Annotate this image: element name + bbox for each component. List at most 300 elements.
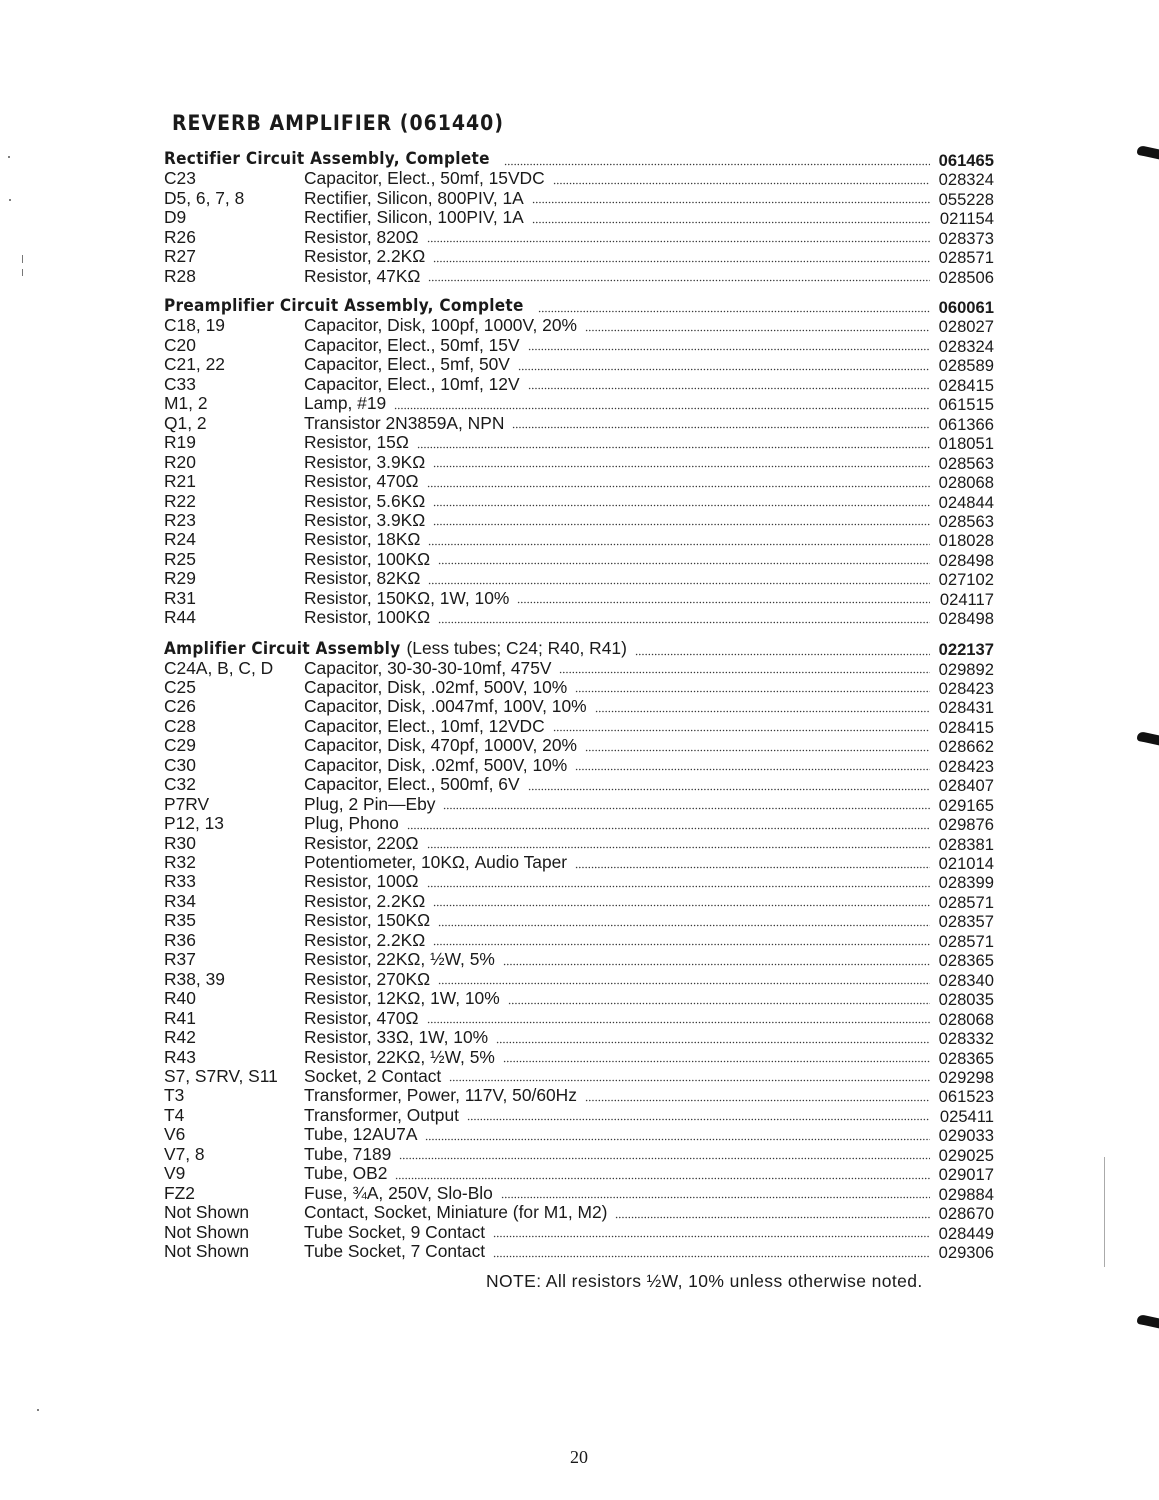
- part-description: Fuse, ¾A, 250V, Slo-Blo: [304, 1182, 493, 1203]
- part-description-cell: [304, 394, 930, 414]
- reference-designator: R37: [164, 949, 196, 970]
- dot-leader: [433, 260, 930, 263]
- part-description-cell: [304, 550, 930, 570]
- reference-designator: R20: [164, 451, 196, 472]
- dot-leader: [438, 621, 930, 624]
- dot-leader: [427, 885, 931, 888]
- part-description-cell: [304, 853, 930, 873]
- part-row: [164, 1067, 994, 1087]
- part-row: [164, 931, 994, 951]
- part-number: 028498: [938, 609, 994, 629]
- part-row: [164, 492, 994, 512]
- reference-designator: R36: [164, 929, 196, 950]
- part-description-cell: [304, 931, 930, 951]
- dot-leader: [585, 1099, 930, 1102]
- dot-leader: [427, 846, 931, 849]
- part-number: 061366: [938, 414, 994, 434]
- part-number: 028431: [938, 698, 994, 718]
- part-description: Resistor, 150KΩ, 1W, 10%: [304, 587, 510, 608]
- part-number: 028399: [938, 873, 994, 893]
- dot-leader: [433, 904, 930, 907]
- part-row: [164, 433, 994, 453]
- scan-edge-line: [1104, 1157, 1105, 1267]
- part-description-cell: [304, 1067, 930, 1087]
- dot-leader: [428, 279, 930, 282]
- assembly-header-row: [164, 639, 994, 659]
- part-number: 028670: [938, 1204, 994, 1224]
- part-description: Plug, Phono: [304, 813, 399, 834]
- part-description-cell: [304, 1223, 930, 1243]
- part-description: Resistor, 18KΩ: [304, 529, 421, 550]
- dot-leader: [575, 866, 930, 869]
- reference-designator: R38, 39: [164, 968, 225, 989]
- dot-leader: [399, 1157, 930, 1160]
- part-description: Tube Socket, 7 Contact: [304, 1241, 486, 1261]
- dot-leader: [559, 671, 930, 674]
- dot-leader: [503, 1060, 930, 1063]
- part-description-cell: [304, 208, 930, 228]
- dot-leader: [503, 963, 930, 966]
- part-description-cell: [304, 453, 930, 473]
- reference-designator: C23: [164, 168, 196, 189]
- reference-designator: T4: [164, 1104, 185, 1125]
- part-number: 028662: [938, 737, 994, 757]
- part-row: [164, 950, 994, 970]
- part-row: [164, 1086, 994, 1106]
- reference-designator: C29: [164, 735, 196, 756]
- reference-designator: R30: [164, 832, 196, 853]
- dot-leader: [433, 943, 930, 946]
- part-number: 029876: [938, 815, 994, 835]
- part-description: Resistor, 5.6KΩ: [304, 490, 426, 511]
- part-description: Capacitor, Disk, 470pf, 1000V, 20%: [304, 735, 577, 756]
- part-number: 028035: [938, 990, 994, 1010]
- assembly-note: (Less tubes; C24; R40, R41): [406, 638, 627, 658]
- part-description: Tube Socket, 9 Contact: [304, 1221, 486, 1242]
- dot-leader: [433, 523, 930, 526]
- scan-speck: [37, 1409, 39, 1411]
- assembly-header: [164, 639, 930, 660]
- reference-designator: R33: [164, 871, 196, 892]
- part-number: 028381: [938, 834, 994, 854]
- reference-designator: R35: [164, 910, 196, 931]
- dot-leader: [528, 788, 930, 791]
- part-description: Tube, 12AU7A: [304, 1124, 418, 1145]
- part-description: Transformer, Power, 117V, 50/60Hz: [304, 1085, 577, 1106]
- part-row: [164, 1125, 994, 1145]
- reference-designator: R40: [164, 988, 196, 1009]
- part-description-cell: [304, 1242, 930, 1262]
- reference-designator: R23: [164, 509, 196, 530]
- reference-designator: C26: [164, 696, 196, 717]
- part-row: [164, 853, 994, 873]
- reference-designator: R25: [164, 548, 196, 569]
- part-description-cell: [304, 316, 930, 336]
- reference-designator: R44: [164, 607, 196, 628]
- dot-leader: [438, 562, 930, 565]
- part-description: Resistor, 2.2KΩ: [304, 246, 426, 267]
- part-number: 029298: [938, 1067, 994, 1087]
- scan-speck: [8, 156, 10, 158]
- dot-leader: [433, 504, 930, 507]
- assembly-name: Amplifier Circuit Assembly: [164, 639, 401, 659]
- dot-leader: [532, 221, 930, 224]
- part-number: 028324: [938, 336, 994, 356]
- reference-designator: R41: [164, 1007, 196, 1028]
- part-description-cell: [304, 414, 930, 434]
- assembly-header-row: [164, 150, 994, 170]
- dot-leader: [438, 982, 930, 985]
- part-number: 018028: [938, 531, 994, 551]
- reference-designator: M1, 2: [164, 393, 208, 414]
- part-description: Lamp, #19: [304, 393, 387, 414]
- reference-designator: Q1, 2: [164, 412, 207, 433]
- reference-designator: R42: [164, 1027, 196, 1047]
- part-number: 028415: [938, 375, 994, 395]
- reference-designator: R31: [164, 587, 196, 608]
- part-row: [164, 472, 994, 492]
- part-description-cell: [304, 1203, 930, 1223]
- part-description: Resistor, 820Ω: [304, 226, 419, 247]
- part-row: [164, 589, 994, 609]
- reference-designator: C32: [164, 774, 196, 795]
- part-description: Resistor, 22KΩ, ½W, 5%: [304, 1046, 495, 1067]
- part-description-cell: [304, 1086, 930, 1106]
- page-title: REVERB AMPLIFIER (061440): [172, 111, 504, 135]
- part-description: Capacitor, Elect., 10mf, 12VDC: [304, 715, 545, 736]
- scan-speck: [9, 199, 11, 201]
- dot-leader: [407, 827, 930, 830]
- part-number: 021014: [938, 854, 994, 873]
- part-number: 024117: [939, 589, 994, 609]
- part-row: [164, 530, 994, 550]
- part-number: 028571: [938, 892, 994, 912]
- part-number: 028068: [938, 473, 994, 492]
- part-description: Rectifier, Silicon, 100PIV, 1A: [304, 207, 524, 228]
- dot-leader: [528, 387, 930, 390]
- part-number: 028415: [938, 717, 994, 737]
- part-description-cell: [304, 717, 930, 737]
- reference-designator: V6: [164, 1124, 186, 1145]
- reference-designator: FZ2: [164, 1182, 195, 1203]
- part-description: Tube, 7189: [304, 1143, 392, 1164]
- part-description-cell: [304, 1184, 930, 1204]
- part-row: [164, 550, 994, 570]
- dot-leader: [538, 310, 930, 313]
- dot-leader: [496, 1041, 930, 1044]
- part-description-cell: [304, 892, 930, 912]
- part-number: 024844: [938, 492, 994, 512]
- part-row: [164, 569, 994, 589]
- part-row: [164, 1223, 994, 1243]
- reference-designator: C30: [164, 754, 196, 775]
- part-description-cell: [304, 1106, 930, 1126]
- part-number: 029165: [938, 795, 994, 815]
- part-number: 028027: [938, 317, 994, 337]
- assembly-part-number: 061465: [938, 151, 994, 170]
- part-description: Socket, 2 Contact: [304, 1065, 442, 1086]
- part-number: 028365: [938, 951, 994, 971]
- part-number: 028563: [938, 453, 994, 473]
- dot-leader: [425, 1138, 930, 1141]
- part-description: Capacitor, Elect., 50mf, 15VDC: [304, 168, 545, 189]
- part-description-cell: [304, 1164, 930, 1184]
- part-description: Rectifier, Silicon, 800PIV, 1A: [304, 187, 524, 208]
- part-description-cell: [304, 355, 930, 375]
- part-description-cell: [304, 756, 930, 776]
- part-description: Capacitor, Elect., 50mf, 15V: [304, 334, 520, 355]
- dot-leader: [433, 465, 930, 468]
- part-row: [164, 989, 994, 1009]
- dot-leader: [553, 182, 930, 185]
- part-row: [164, 267, 994, 287]
- dot-leader: [428, 543, 930, 546]
- part-description: Capacitor, Disk, 100pf, 1000V, 20%: [304, 315, 577, 336]
- assembly-part-number: 060061: [938, 298, 994, 317]
- part-row: [164, 1106, 994, 1126]
- part-row: [164, 208, 994, 228]
- reference-designator: P12, 13: [164, 813, 224, 834]
- dot-leader: [493, 1235, 930, 1238]
- part-row: [164, 970, 994, 990]
- part-description: Transformer, Output: [304, 1104, 459, 1125]
- part-description: Resistor, 47KΩ: [304, 265, 421, 286]
- reference-designator: Not Shown: [164, 1202, 250, 1223]
- part-number: 028324: [938, 170, 994, 190]
- part-description: Transistor 2N3859A, NPN: [304, 412, 505, 433]
- part-number: 029025: [938, 1145, 994, 1165]
- part-row: [164, 228, 994, 248]
- dot-leader: [427, 1021, 931, 1024]
- part-description-cell: [304, 569, 930, 589]
- part-description-cell: [304, 589, 930, 609]
- part-number: 025411: [939, 1106, 994, 1126]
- dot-leader: [595, 710, 930, 713]
- part-number: 028068: [938, 1009, 994, 1029]
- part-description-cell: [304, 608, 930, 628]
- part-description-cell: [304, 970, 930, 990]
- part-description-cell: [304, 433, 930, 453]
- part-row: [164, 1009, 994, 1029]
- dot-leader: [427, 240, 931, 243]
- part-number: 028407: [938, 776, 994, 796]
- part-number: 061515: [938, 395, 994, 415]
- part-description-cell: [304, 697, 930, 717]
- part-description: Resistor, 150KΩ: [304, 910, 431, 931]
- reference-designator: C18, 19: [164, 315, 225, 336]
- part-number: 028506: [938, 267, 994, 287]
- reference-designator: R29: [164, 568, 196, 589]
- part-number: 028498: [938, 550, 994, 570]
- reference-designator: C33: [164, 373, 196, 394]
- part-row: [164, 1242, 994, 1262]
- part-description-cell: [304, 189, 930, 209]
- part-number: 029884: [938, 1184, 994, 1204]
- resistor-note: NOTE: All resistors ½W, 10% unless otherwise noted.: [486, 1271, 923, 1291]
- part-description-cell: [304, 678, 930, 698]
- reference-designator: R22: [164, 490, 196, 511]
- dot-leader: [394, 407, 930, 410]
- assembly-header: [164, 150, 930, 170]
- dot-leader: [501, 1196, 930, 1199]
- part-row: [164, 834, 994, 854]
- part-number: 028449: [938, 1223, 994, 1243]
- reference-designator: R21: [164, 471, 196, 491]
- part-description: Resistor, 3.9KΩ: [304, 509, 426, 530]
- reference-designator: R19: [164, 432, 196, 453]
- dot-leader: [615, 1216, 930, 1219]
- dot-leader: [428, 582, 930, 585]
- dot-leader: [427, 485, 931, 488]
- dot-leader: [438, 924, 930, 927]
- part-description-cell: [304, 1048, 930, 1068]
- part-number: 055228: [938, 189, 994, 209]
- part-row: [164, 355, 994, 375]
- binder-tab-mark: [1137, 145, 1159, 160]
- part-number: 028589: [938, 356, 994, 376]
- reference-designator: Not Shown: [164, 1241, 250, 1261]
- reference-designator: Not Shown: [164, 1221, 250, 1242]
- part-row: [164, 795, 994, 815]
- reference-designator: S7, S7RV, S11: [164, 1065, 278, 1086]
- dot-leader: [532, 201, 930, 204]
- part-row: [164, 659, 994, 679]
- part-description-cell: [304, 659, 930, 679]
- reference-designator: C21, 22: [164, 354, 225, 375]
- part-row: [164, 1145, 994, 1165]
- part-row: [164, 414, 994, 434]
- part-row: [164, 911, 994, 931]
- part-description-cell: [304, 530, 930, 550]
- part-row: [164, 775, 994, 795]
- part-description-cell: [304, 795, 930, 815]
- part-description: Capacitor, Disk, .0047mf, 100V, 10%: [304, 696, 587, 717]
- part-number: 028423: [938, 756, 994, 776]
- part-description: Resistor, 15Ω: [304, 432, 409, 453]
- part-description-cell: [304, 814, 930, 834]
- reference-designator: R32: [164, 852, 196, 872]
- dot-leader: [575, 768, 930, 771]
- part-description-cell: [304, 872, 930, 892]
- reference-designator: R26: [164, 226, 196, 247]
- dot-leader: [493, 1255, 930, 1258]
- part-row: [164, 1028, 994, 1048]
- part-row: [164, 336, 994, 356]
- part-row: [164, 1164, 994, 1184]
- part-number: 028332: [938, 1029, 994, 1048]
- part-number: 027102: [938, 570, 994, 590]
- reference-designator: C24A, B, C, D: [164, 657, 274, 678]
- part-row: [164, 736, 994, 756]
- part-row: [164, 678, 994, 698]
- part-number: 028340: [938, 970, 994, 990]
- part-description: Resistor, 3.9KΩ: [304, 451, 426, 472]
- dot-leader: [504, 163, 930, 166]
- part-number: 028563: [938, 511, 994, 531]
- part-row: [164, 169, 994, 189]
- dot-leader: [635, 653, 930, 656]
- part-description: Resistor, 2.2KΩ: [304, 890, 426, 911]
- reference-designator: C28: [164, 715, 196, 736]
- dot-leader: [585, 749, 930, 752]
- part-number: 029306: [938, 1243, 994, 1262]
- part-description-cell: [304, 247, 930, 267]
- part-description: Resistor, 12KΩ, 1W, 10%: [304, 988, 500, 1009]
- part-description-cell: [304, 492, 930, 512]
- part-description-cell: [304, 228, 930, 248]
- part-description: Contact, Socket, Miniature (for M1, M2): [304, 1202, 608, 1223]
- reference-designator: R27: [164, 246, 196, 267]
- part-description-cell: [304, 1125, 930, 1145]
- reference-designator: D5, 6, 7, 8: [164, 187, 245, 208]
- part-number: 029017: [938, 1165, 994, 1185]
- part-number: 028571: [938, 931, 994, 951]
- dot-leader: [575, 690, 930, 693]
- binder-tab-mark: [1137, 731, 1159, 746]
- part-row: [164, 511, 994, 531]
- part-number: 021154: [939, 209, 994, 229]
- part-row: [164, 1048, 994, 1068]
- part-description: Capacitor, Elect., 5mf, 50V: [304, 354, 510, 375]
- dot-leader: [417, 446, 930, 449]
- part-description: Resistor, 100Ω: [304, 871, 419, 892]
- part-row: [164, 756, 994, 776]
- part-description: Resistor, 22KΩ, ½W, 5%: [304, 949, 495, 970]
- assembly-header-row: [164, 297, 994, 317]
- part-number: 029033: [938, 1126, 994, 1146]
- scan-speck: [22, 269, 23, 276]
- part-description-cell: [304, 267, 930, 287]
- part-description: Capacitor, Disk, .02mf, 500V, 10%: [304, 676, 568, 697]
- part-description: Resistor, 100KΩ: [304, 607, 431, 628]
- part-number: 061523: [938, 1087, 994, 1107]
- part-description-cell: [304, 1028, 930, 1048]
- part-row: [164, 189, 994, 209]
- part-description: Capacitor, Elect., 10mf, 12V: [304, 373, 520, 394]
- part-description-cell: [304, 736, 930, 756]
- reference-designator: C20: [164, 334, 196, 355]
- part-description: Capacitor, Disk, .02mf, 500V, 10%: [304, 754, 568, 775]
- dot-leader: [467, 1118, 930, 1121]
- part-row: [164, 247, 994, 267]
- part-description: Capacitor, Elect., 500mf, 6V: [304, 774, 520, 795]
- dot-leader: [449, 1079, 930, 1082]
- part-row: [164, 375, 994, 395]
- part-row: [164, 1184, 994, 1204]
- part-description: Tube, OB2: [304, 1163, 388, 1184]
- part-description-cell: [304, 911, 930, 931]
- part-number: 029892: [938, 659, 994, 679]
- part-description: Resistor, 82KΩ: [304, 568, 421, 589]
- part-description-cell: [304, 336, 930, 356]
- reference-designator: V7, 8: [164, 1143, 205, 1164]
- part-row: [164, 872, 994, 892]
- page-number: 20: [570, 1447, 588, 1467]
- part-description-cell: [304, 834, 930, 854]
- part-description: Resistor, 33Ω, 1W, 10%: [304, 1027, 489, 1047]
- part-description: Capacitor, 30-30-30-10mf, 475V: [304, 657, 552, 678]
- part-row: [164, 394, 994, 414]
- part-number: 018051: [938, 434, 994, 454]
- part-description-cell: [304, 950, 930, 970]
- part-description: Resistor, 270KΩ: [304, 968, 431, 989]
- part-row: [164, 453, 994, 473]
- part-row: [164, 892, 994, 912]
- reference-designator: R28: [164, 265, 196, 286]
- part-description: Resistor, 2.2KΩ: [304, 929, 426, 950]
- part-row: [164, 697, 994, 717]
- part-description-cell: [304, 511, 930, 531]
